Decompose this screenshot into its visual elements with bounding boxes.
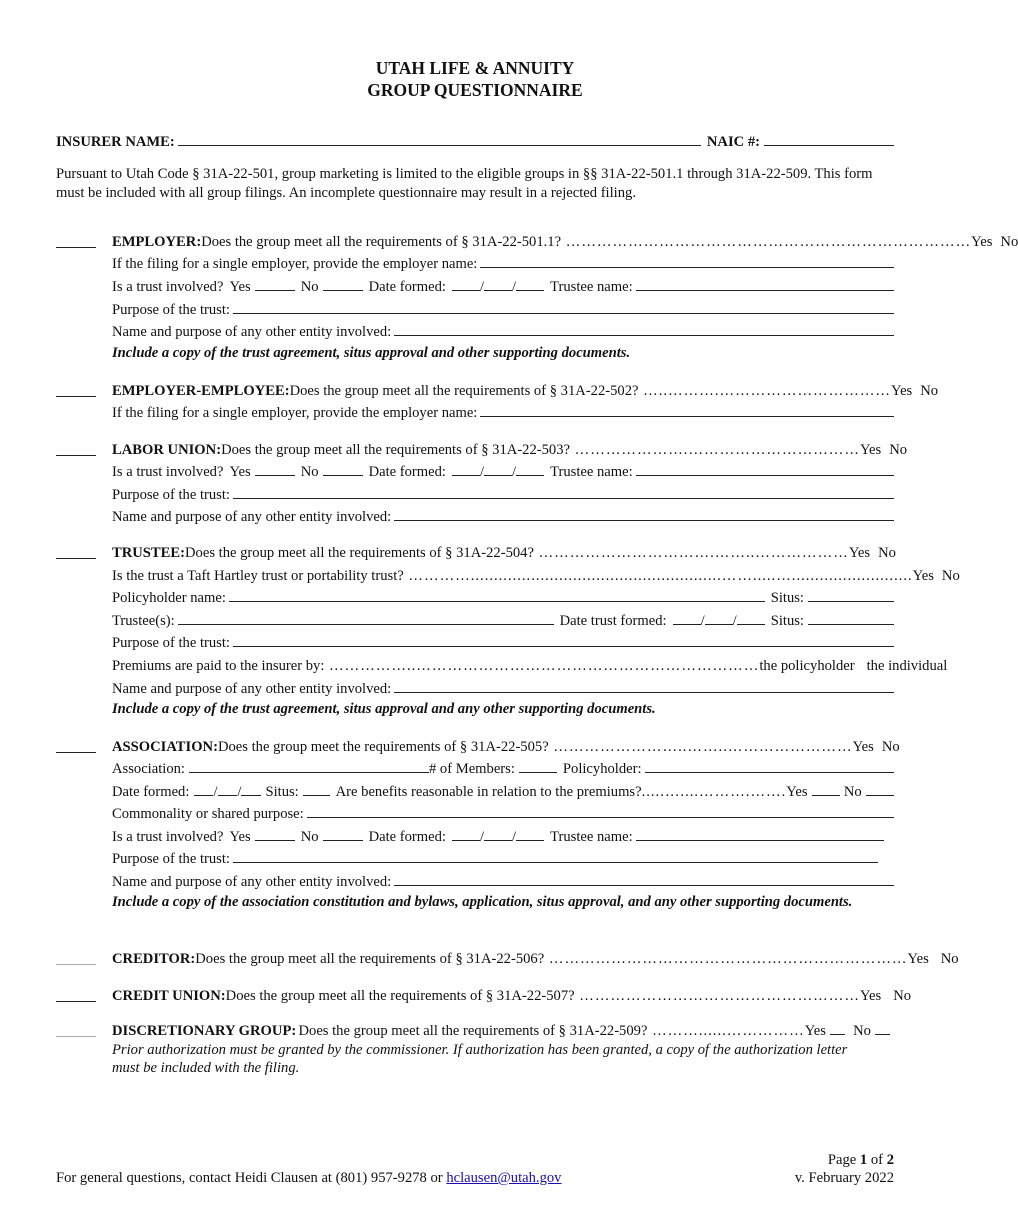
association-trust-date-day[interactable] — [484, 825, 512, 841]
association-commonality-row: Commonality or shared purpose: — [112, 802, 894, 822]
association-name-field[interactable] — [189, 757, 429, 773]
trustee-policyholder-row: Policyholder name: Situs: — [112, 586, 894, 606]
employer-name-row: If the filing for a single employer, provide the employer name: — [112, 252, 894, 272]
trustee-question-row: TRUSTEE: Does the group meet all the requirements of § 31A-22-504? …………………………….……..……………… Yes No — [112, 545, 896, 561]
association-policyholder-field[interactable] — [645, 757, 894, 773]
labor-union-date-month[interactable] — [452, 460, 480, 476]
employer-employee-name-row: If the filing for a single employer, provide the employer name: — [112, 401, 894, 421]
employer-trustee-name-field[interactable] — [636, 275, 894, 291]
association-date-month[interactable] — [194, 780, 214, 796]
discretionary-checkbox[interactable] — [56, 1018, 96, 1037]
naic-field[interactable] — [764, 130, 894, 146]
association-trust-date-month[interactable] — [452, 825, 480, 841]
employer-employee-question-row: EMPLOYER-EMPLOYEE: Does the group meet all the requirements of § 31A-22-502? …..……….…………………………… Yes No — [112, 383, 939, 399]
association-commonality-field[interactable] — [307, 802, 894, 818]
association-trust-row: Is a trust involved? Yes No Date formed: / / Trustee name: — [112, 825, 894, 845]
discretionary-yes-field[interactable] — [830, 1019, 845, 1035]
association-trust-no[interactable] — [323, 825, 363, 841]
employer-purpose-row: Purpose of the trust: — [112, 298, 894, 318]
discretionary-question-row: DISCRETIONARY GROUP: Does the group meet all the requirements of § 31A-22-509? ………......…………… Yes No — [112, 1019, 894, 1039]
version-label: v. February 2022 — [794, 1170, 894, 1186]
credit-union-checkbox[interactable] — [56, 983, 96, 1002]
labor-union-date-year[interactable] — [516, 460, 544, 476]
employer-note: Include a copy of the trust agreement, situs approval and other supporting documents. — [112, 345, 631, 361]
labor-union-question-row: LABOR UNION: Does the group meet all the requirements of § 31A-22-503? ………………….…………………………… Yes No — [112, 442, 908, 458]
form-title-line2: GROUP QUESTIONNAIRE — [367, 80, 583, 100]
page-number: Page 1 of 2 — [827, 1152, 894, 1168]
insurer-name-label: INSURER NAME: — [56, 134, 175, 150]
form-title-line1: UTAH LIFE & ANNUITY — [375, 58, 575, 78]
creditor-question-row: CREDITOR: Does the group meet all the requirements of § 31A-22-506? …………………………………………………………… Yes No — [112, 951, 959, 967]
employer-other-entity-row: Name and purpose of any other entity involved: — [112, 320, 894, 340]
employer-trust-yes[interactable] — [255, 275, 295, 291]
association-members-field[interactable] — [519, 757, 557, 773]
employer-date-year[interactable] — [516, 275, 544, 291]
association-date-year[interactable] — [241, 780, 261, 796]
employer-date-day[interactable] — [484, 275, 512, 291]
labor-union-trust-row: Is a trust involved? Yes No Date formed: / / Trustee name: — [112, 460, 894, 480]
contact-email-link[interactable]: hclausen@utah.gov — [446, 1170, 562, 1186]
employer-name-field[interactable] — [480, 252, 894, 268]
employer-trust-no[interactable] — [323, 275, 363, 291]
association-question-row: ASSOCIATION: Does the group meet the requirements of § 31A-22-505? ……………………..……..…………………… Yes No — [112, 739, 900, 755]
contact-line: For general questions, contact Heidi Clausen at (801) 957-9278 or hclausen@utah.gov — [56, 1170, 562, 1186]
association-trust-date-year[interactable] — [516, 825, 544, 841]
association-name-row: Association: # of Members: Policyholder: — [112, 757, 894, 777]
trustee-premiums-row: Premiums are paid to the insurer by: ……………..………………………………………………………… the policyholder the individual — [112, 658, 948, 674]
trustee-trustees-field[interactable] — [178, 609, 554, 625]
trustee-situs-field[interactable] — [808, 586, 894, 602]
insurer-name-field[interactable] — [178, 130, 701, 146]
labor-union-trust-yes[interactable] — [255, 460, 295, 476]
association-trust-yes[interactable] — [255, 825, 295, 841]
association-benefits-yes[interactable] — [812, 780, 840, 796]
discretionary-note: Prior authorization must be granted by the commissioner. If authorization has been granted, a copy of the authorization letter must be included with the filing. — [112, 1042, 848, 1076]
association-note: Include a copy of the association constitution and bylaws, application, situs approval, and any other supporting documents. — [112, 894, 853, 910]
trustee-date-day[interactable] — [705, 609, 733, 625]
trustee-purpose-field[interactable] — [233, 631, 894, 647]
intro-paragraph: Pursuant to Utah Code § 31A-22-501, group marketing is limited to the eligible groups in §§ 31A-22-501.1 through 31A-22-509. This form must be included with all group filings. An incomplete questionnaire may result in a rejected filing. — [56, 166, 873, 201]
trustee-policyholder-field[interactable] — [229, 586, 765, 602]
trustee-taft-row: Is the trust a Taft Hartley trust or portability trust? …………......................................................…….....….......................... Yes No — [112, 568, 960, 584]
trustee-date-month[interactable] — [673, 609, 701, 625]
association-situs-field[interactable] — [303, 780, 330, 796]
employer-question: Does the group meet all the requirements of § 31A-22-501.1? — [201, 234, 562, 250]
trustee-other-entity-field[interactable] — [394, 677, 894, 693]
labor-union-trust-no[interactable] — [323, 460, 363, 476]
association-benefits-no[interactable] — [866, 780, 894, 796]
trustee-checkbox[interactable] — [56, 540, 96, 559]
insurer-row — [56, 130, 894, 150]
association-purpose-field[interactable] — [233, 847, 878, 863]
labor-union-trustee-name-field[interactable] — [636, 460, 894, 476]
employer-other-entity-field[interactable] — [394, 320, 894, 336]
credit-union-question-row: CREDIT UNION: Does the group meet all the requirements of § 31A-22-507? ……………………………………………… Yes No — [112, 988, 912, 1004]
trustee-date-year[interactable] — [737, 609, 765, 625]
association-trustee-name-field[interactable] — [636, 825, 884, 841]
employer-trust-row: Is a trust involved? Yes No Date formed: / / Trustee name: — [112, 275, 894, 295]
employer-purpose-field[interactable] — [233, 298, 894, 314]
naic-label: NAIC #: — [706, 134, 760, 150]
employer-checkbox[interactable] — [56, 229, 96, 248]
trustee-purpose-row: Purpose of the trust: — [112, 631, 894, 651]
discretionary-no-field[interactable] — [875, 1019, 890, 1035]
labor-union-other-entity-row: Name and purpose of any other entity involved: — [112, 505, 894, 525]
trustee-situs2-field[interactable] — [808, 609, 894, 625]
employer-employee-checkbox[interactable] — [56, 378, 96, 397]
labor-union-date-day[interactable] — [484, 460, 512, 476]
labor-union-purpose-field[interactable] — [233, 483, 894, 499]
association-checkbox[interactable] — [56, 734, 96, 753]
association-purpose-row: Purpose of the trust: — [112, 847, 894, 867]
trustee-other-entity-row: Name and purpose of any other entity involved: — [112, 677, 894, 697]
employer-label: EMPLOYER: — [112, 234, 202, 250]
association-date-day[interactable] — [218, 780, 238, 796]
employer-employee-name-field[interactable] — [480, 401, 894, 417]
trustee-trustees-row: Trustee(s): Date trust formed: / / Situs: — [112, 609, 894, 629]
employer-date-month[interactable] — [452, 275, 480, 291]
association-date-row: Date formed: / / Situs: Are benefits reasonable in relation to the premiums? .....…....……….……. Yes No — [112, 780, 894, 800]
labor-union-other-entity-field[interactable] — [394, 505, 894, 521]
employer-question-row: EMPLOYER: Does the group meet all the requirements of § 31A-22-501.1? …………………………………………………………………… Yes No — [112, 234, 1018, 250]
association-other-entity-row: Name and purpose of any other entity involved: — [112, 870, 894, 890]
creditor-checkbox[interactable] — [56, 946, 96, 965]
association-other-entity-field[interactable] — [394, 870, 894, 886]
labor-union-checkbox[interactable] — [56, 437, 96, 456]
trustee-note: Include a copy of the trust agreement, situs approval and any other supporting documents. — [112, 701, 656, 717]
labor-union-purpose-row: Purpose of the trust: — [112, 483, 894, 503]
